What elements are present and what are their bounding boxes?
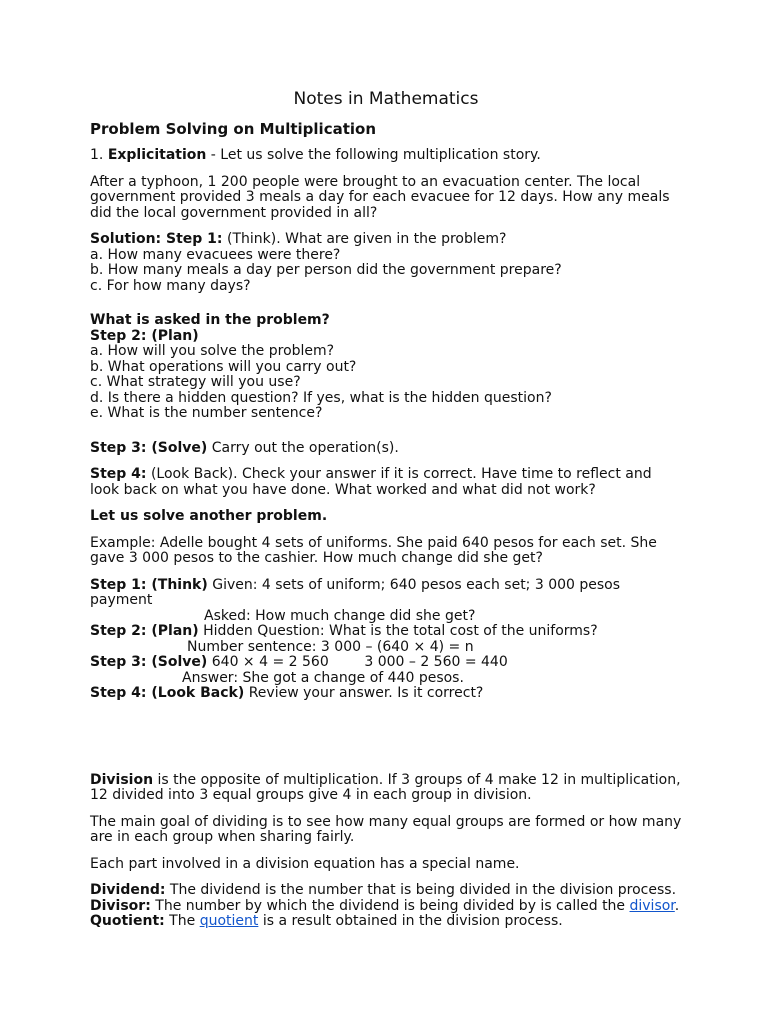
example-steps: Step 1: (Think) Given: 4 sets of uniform; 640 pesos each set; 3 000 pesos payment Asked: How much change did she get? Step 2: (Plan) Hidden Question: What is the total cost of the uniforms? Number sentence: 3 000 – (640 × 4) = n Step 3: (Solve) 640 × 4 = 2 560 3 000 – 2 560 = 440 Answer: She got a change of 440 pesos. Step 4: (Look Back) Review your answer. Is it correct? (90, 578, 682, 702)
list-item: a. How many evacuees were there? (90, 246, 341, 263)
step3-paragraph: Step 3: (Solve) Carry out the operation(s). (90, 439, 399, 456)
story-paragraph: After a typhoon, 1 200 people were brought to an evacuation center. The local government provided 3 meals a day for each evacuee for 12 days. How any meals did the local government provided in all? (90, 173, 670, 221)
division-paragraph: Division is the opposite of multiplication. If 3 groups of 4 make 12 in multiplication, 12 divided into 3 equal groups give 4 in each group in division. (90, 771, 681, 803)
asked-heading: What is asked in the problem? (90, 312, 330, 328)
definitions-block: Dividend: The dividend is the number that is being divided in the division process. Divisor: The number by which the dividend is being divided by is called the divisor. Quotient: The quotient is a result obtained in the division process. (90, 882, 680, 929)
step1-block: Solution: Step 1: (Think). What are given in the problem? a. How many evacuees were there? b. How many meals a day per person did the government prepare? c. For how many days? (90, 232, 682, 294)
example-paragraph: Example: Adelle bought 4 sets of uniforms. She paid 640 pesos for each set. She gave 3 000 pesos to the cashier. How much change did she get? (90, 534, 657, 566)
step2-label: Step 2: (Plan) (90, 327, 199, 344)
list-item: b. How many meals a day per person did the government prepare? (90, 262, 562, 278)
number-sentence: Number sentence: 3 000 – (640 × 4) = n (187, 638, 474, 655)
list-item: d. Is there a hidden question? If yes, what is the hidden question? (90, 389, 552, 406)
step2-block (90, 313, 682, 422)
goal-paragraph: The main goal of dividing is to see how many equal groups are formed or how many are in each group when sharing fairly. (90, 813, 682, 845)
asked-line: Asked: How much change did she get? (204, 607, 476, 624)
list-item: b. What operations will you carry out? (90, 358, 357, 375)
list-item: a. How will you solve the problem? (90, 343, 335, 359)
divisor-link[interactable]: divisor (629, 897, 675, 914)
parts-paragraph: Each part involved in a division equation has a special name. (90, 855, 520, 872)
explicitation-paragraph: 1. Explicitation - Let us solve the following multiplication story. (90, 147, 541, 163)
quotient-link[interactable]: quotient (199, 913, 259, 929)
step4-paragraph: Step 4: (Look Back). Check your answer if it is correct. Have time to reflect and look back on what you have done. What worked and what did not work? (90, 466, 652, 498)
another-problem-heading: Let us solve another problem. (90, 508, 328, 524)
answer-line: Answer: She got a change of 440 pesos. (182, 669, 464, 686)
list-item: c. What strategy will you use? (90, 374, 301, 390)
section-heading: Problem Solving on Multiplication (90, 120, 377, 138)
page-title: Notes in Mathematics (293, 89, 479, 109)
list-item: c. For how many days? (90, 277, 251, 294)
document-content (90, 88, 682, 941)
list-item: e. What is the number sentence? (90, 405, 323, 421)
